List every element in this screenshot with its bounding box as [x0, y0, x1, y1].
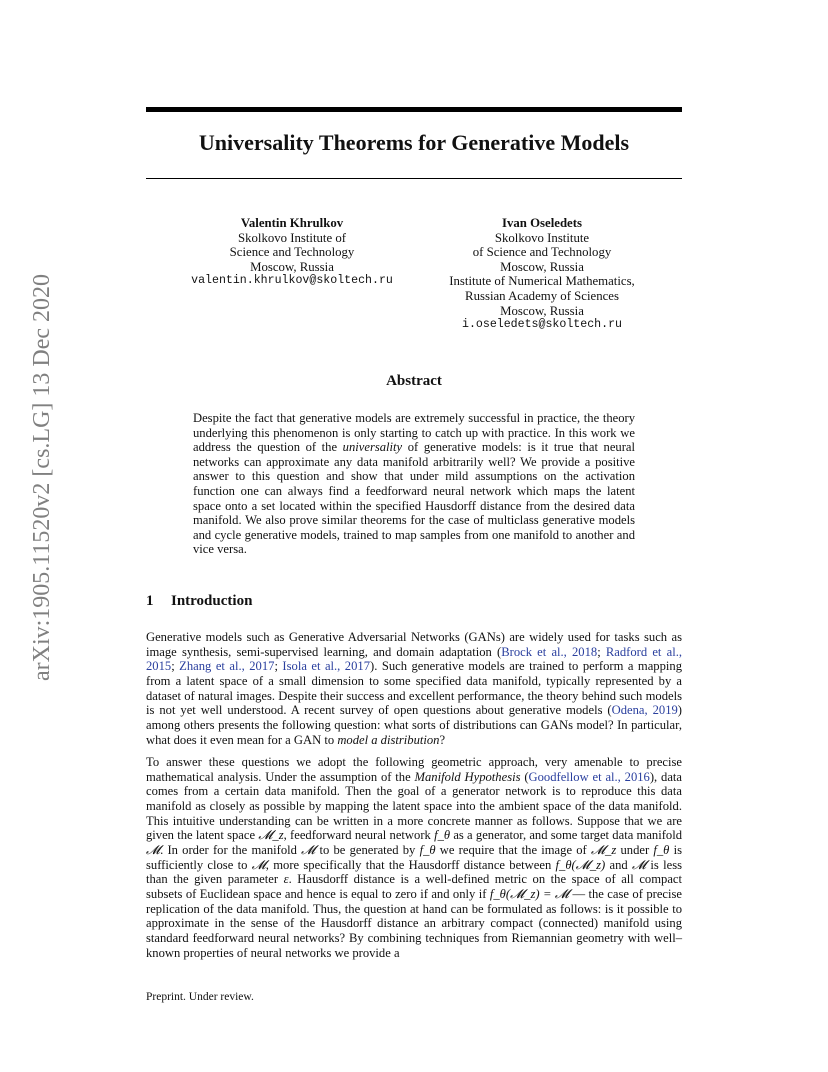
math-symbol: f_θ(𝓜_z)	[555, 857, 606, 872]
text: under	[616, 842, 654, 857]
arxiv-stamp: arXiv:1905.11520v2 [cs.LG] 13 Dec 2020	[29, 273, 55, 681]
author-name: Valentin Khrulkov	[240, 216, 344, 230]
citation-link[interactable]: Brock et al., 2018	[501, 644, 598, 659]
author-affiliation: Science and Technology	[229, 245, 355, 260]
text: Generative models such as Generative Adversarial Networks (GANs) are widely used for tasks such as image synthesis, semi-supervised learning, and domain adaptation (	[146, 630, 682, 659]
citation-link[interactable]: Goodfellow et al., 2016	[528, 769, 650, 784]
text: To answer these questions we adopt the following geometric approach, very amenable to precise mathematical analysis. Under the assumption of the	[146, 755, 682, 784]
emphasis: model a distribution	[337, 732, 440, 747]
author-affiliation: Moscow, Russia	[500, 303, 584, 318]
author-affiliation: Moscow, Russia	[500, 259, 584, 274]
math-symbol: f_θ	[653, 842, 670, 857]
math-symbol: 𝓜_z	[258, 828, 284, 843]
text: ), data comes from a certain data manifold. Then the goal of a generator network is to reproduce this data manifold as closely as possible by mapping the latent space into the ambient space of the data manifold. This intuitive understanding can be written in a more concrete manner as follows. Suppose that we are given the latent space	[146, 769, 683, 843]
author-name: Ivan Oseledets	[502, 216, 582, 230]
paper-title: Universality Theorems for Generative Models	[198, 130, 630, 155]
author-affiliation: Skolkovo Institute of	[237, 230, 347, 245]
abstract-text: of generative models: is it true that neural networks can approximate any data manifold arbitrarily well? We provide a positive answer to this question and show that under mild assumptions on the activation function one can always find a feedforward neural network which maps the latent space onto a set located within the specified Hausdorff distance from the desired data manifold. We also prove similar theorems for the case of multiclass generative models and cycle generative models, trained to map samples from one manifold to another and vice versa.	[193, 440, 636, 557]
text: ;	[274, 659, 283, 674]
text: . In order for the manifold	[160, 842, 302, 857]
text: , more specifically that the Hausdorff distance between	[265, 857, 556, 872]
citation-link[interactable]: Zhang et al., 2017	[179, 659, 275, 674]
intro-paragraph-2	[146, 755, 682, 960]
abstract-emphasis: universality	[342, 440, 403, 455]
math-symbol: 𝓜	[251, 857, 266, 872]
author-affiliation: Moscow, Russia	[250, 259, 334, 274]
text: — the case of precise replication of the data manifold. Thus, the question at hand can be formulated as follows: is it possible to approximate in the sense of the Hausdorff distance an arbitrary compact (connected) manifold using standard feedforward neural networks? By combining techniques from Riemannian geometry with well–known properties of neural networks we provide a	[146, 886, 682, 960]
text: is sufficiently close to	[146, 842, 682, 872]
section-title: Introduction	[171, 593, 253, 609]
section-number: 1	[146, 593, 154, 609]
author-affiliation: Institute of Numerical Mathematics,	[449, 274, 635, 289]
math-symbol: ε	[283, 872, 289, 887]
math-symbol: f_θ	[434, 828, 451, 843]
math-symbol: f_θ(𝓜_z) = 𝓜	[489, 886, 570, 901]
section-heading	[146, 593, 252, 610]
text: ). Such generative models are trained to perform a mapping from a latent space of a small dimension to some specified data manifold, typically represented by a dataset of natural images. Despite their success and excellent performance, the theory behind such models is not yet well understood. A recent survey of open questions about generative models (	[146, 659, 682, 718]
author-email: valentin.khrulkov@skoltech.ru	[191, 274, 393, 288]
text: and	[605, 857, 633, 872]
abstract-body	[193, 411, 635, 557]
citation-link[interactable]: Odena, 2019	[611, 703, 678, 718]
author-affiliation: Skolkovo Institute	[494, 230, 590, 245]
citation-link[interactable]: Isola et al., 2017	[282, 659, 370, 674]
citation-link[interactable]: Radford et al., 2015	[146, 644, 682, 674]
title-rule-bottom	[146, 178, 682, 179]
author-affiliation: of Science and Technology	[472, 245, 612, 260]
text: (	[520, 769, 529, 784]
math-symbol: 𝓜	[146, 842, 161, 857]
author-block-1	[176, 216, 408, 289]
text: . Hausdorff distance is a well-defined metric on the space of all compact subsets of Euclidean space and hence is equal to zero if and only if	[146, 872, 683, 901]
author-email: i.oseledets@skoltech.ru	[461, 318, 623, 332]
abstract-heading: Abstract	[386, 373, 442, 389]
math-symbol: 𝓜_z	[590, 842, 617, 857]
math-symbol: f_θ	[419, 842, 436, 857]
text: , feedforward neural network	[283, 828, 435, 843]
text: we require that the image of	[435, 842, 591, 857]
math-symbol: 𝓜	[632, 857, 647, 872]
math-symbol: 𝓜	[301, 842, 316, 857]
emphasis: Manifold Hypothesis	[414, 769, 521, 784]
abstract-text: Despite the fact that generative models are extremely successful in practice, the theory underlying this phenomenon is only starting to catch up with practice. In this work we address the question of the	[193, 411, 635, 455]
text: ?	[439, 732, 446, 747]
text: ;	[597, 644, 606, 659]
footer-note: Preprint. Under review.	[146, 991, 254, 1003]
title-rule-top	[146, 107, 682, 112]
text: ;	[171, 659, 180, 674]
text: is less than the given parameter	[146, 857, 683, 887]
author-block-2	[430, 216, 654, 333]
intro-paragraph-1	[146, 630, 682, 747]
text: to be generated by	[315, 842, 420, 857]
author-affiliation: Russian Academy of Sciences	[465, 288, 619, 303]
text: ) among others presents the following question: what sorts of distributions can GANs model? In particular, what does it even mean for a GAN to	[146, 703, 682, 747]
text: as a generator, and some target data manifold	[450, 828, 683, 843]
